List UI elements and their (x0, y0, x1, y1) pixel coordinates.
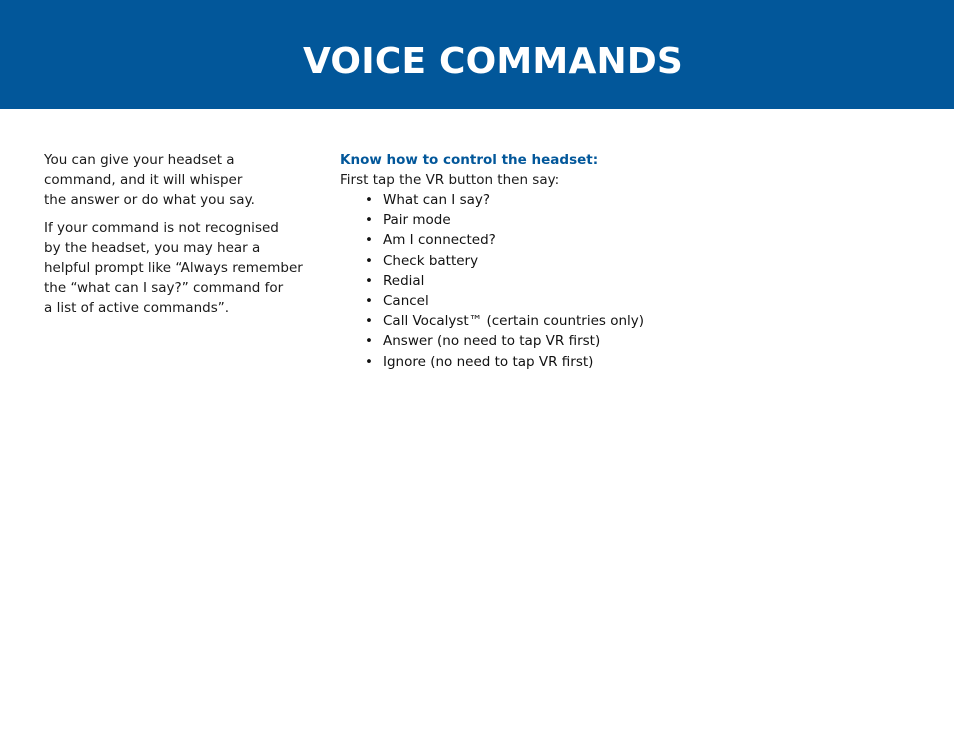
command-item (340, 331, 680, 351)
page-title: VOICE COMMANDS (303, 41, 684, 82)
command-item (340, 352, 680, 372)
command-label: Check battery (383, 252, 479, 269)
command-label: Cancel (383, 292, 429, 309)
command-item (340, 190, 680, 210)
commands-column (340, 150, 680, 372)
commands-heading: Know how to control the headset: (340, 152, 599, 168)
bullet-icon: • (365, 292, 373, 309)
command-label: What can I say? (383, 192, 491, 208)
bullet-icon: • (365, 212, 373, 229)
command-item (340, 271, 680, 291)
command-item (340, 210, 680, 230)
commands-list (340, 190, 680, 372)
intro-paragraph-2-line: the “what can I say?” command for (44, 280, 284, 296)
command-label: Call Vocalyst™ (certain countries only) (383, 313, 645, 330)
command-label: Pair mode (383, 212, 451, 229)
intro-column (44, 150, 314, 326)
command-label: Ignore (no need to tap VR first) (383, 353, 594, 370)
intro-paragraph-2-line: helpful prompt like “Always remember (44, 260, 303, 276)
intro-paragraph-1 (44, 150, 314, 210)
intro-paragraph-1-line: command, and it will whisper (44, 172, 243, 188)
intro-paragraph-2-line: by the headset, you may hear a (44, 240, 261, 256)
commands-intro: First tap the VR button then say: (340, 172, 560, 188)
bullet-icon: • (365, 313, 373, 330)
bullet-icon: • (365, 232, 373, 249)
command-label: Answer (no need to tap VR first) (383, 333, 601, 350)
command-item (340, 251, 680, 271)
command-item (340, 291, 680, 311)
bullet-icon: • (365, 252, 373, 269)
page-header (0, 0, 954, 109)
intro-paragraph-2-line: If your command is not recognised (44, 220, 279, 236)
bullet-icon: • (365, 353, 373, 370)
intro-paragraph-2 (44, 218, 314, 318)
intro-paragraph-1-line: You can give your headset a (44, 152, 235, 168)
bullet-icon: • (365, 192, 373, 208)
command-label: Redial (383, 272, 425, 289)
command-item (340, 230, 680, 250)
bullet-icon: • (365, 272, 373, 289)
intro-paragraph-1-line: the answer or do what you say. (44, 192, 255, 208)
command-item (340, 311, 680, 331)
command-label: Am I connected? (383, 232, 496, 249)
bullet-icon: • (365, 333, 373, 350)
intro-paragraph-2-line: a list of active commands”. (44, 300, 230, 316)
